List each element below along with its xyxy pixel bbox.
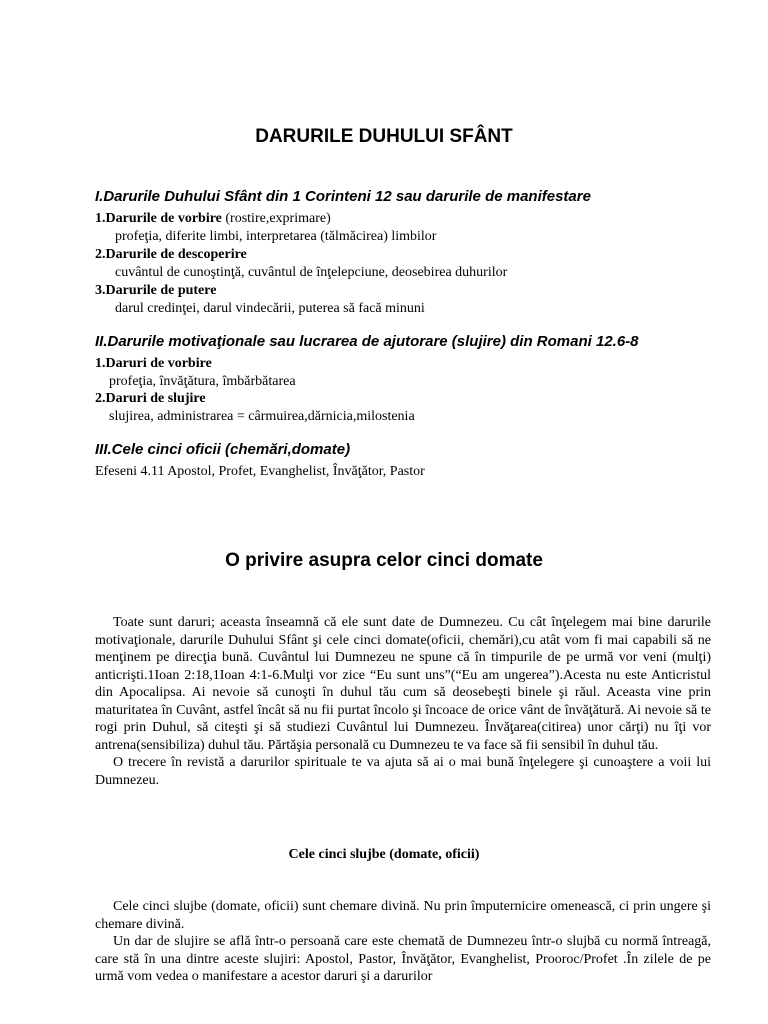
section-3-line: Efeseni 4.11 Apostol, Profet, Evanghelist, Învăţător, Pastor bbox=[95, 464, 425, 479]
section-1-heading: I.Darurile Duhului Sfânt din 1 Corinteni 12 sau darurile de manifestare bbox=[95, 188, 591, 205]
paragraph: Toate sunt daruri; aceasta înseamnă că ele sunt date de Dumnezeu. Cu cât înţelegem mai bine darurile motivaţionale, darurile Duhului Sfânt şi cele cinci domate(oficii, chemări),cu atât vom fi mai capabili să ne menţinem pe direcţia bună. Cuvântul lui Dumnezeu ne spune că în timpurile de pe urmă vor veni (mulţi) anticrişti.1Ioan 2:18,1Ioan 4:1-6.Mulţi vor zice “Eu sunt uns”(“Eu am ungerea”).Acesta nu este Anticristul din Apocalipsa. Ai nevoie să cunoşti în duhul tău cum să deosebeşti binele şi răul. Aceasta vine prin maturitatea în Cuvânt, astfel încât să nu fii purtat încolo şi încoace de orice vânt de învăţătură. Ai nevoie să te rogi prin Duhul, să citeşti şi să studiezi Cuvântul lui Dumnezeu. Învăţarea(citirea) unor cărţi) nu îţi vor antrena(sensibiliza) duhul tău. Părtăşia personală cu Dumnezeu te va face să fii sensibil în duhul tău. bbox=[95, 615, 711, 753]
section-2-item-1-detail: profeţia, învăţătura, îmbărbătarea bbox=[109, 374, 296, 389]
item-label: 2.Daruri de slujire bbox=[95, 391, 206, 406]
item-label: 2.Darurile de descoperire bbox=[95, 247, 247, 262]
body-text-1 bbox=[95, 614, 711, 789]
item-note: (rostire,exprimare) bbox=[221, 211, 331, 226]
item-label: 3.Darurile de putere bbox=[95, 283, 217, 298]
section-2-item-2-detail: slujirea, administrarea = cârmuirea,dărnicia,milostenia bbox=[109, 409, 415, 424]
body-text-2 bbox=[95, 898, 711, 986]
section-heading-slujbe: Cele cinci slujbe (domate, oficii) bbox=[288, 847, 480, 862]
section-1-item-3-detail: darul credinţei, darul vindecării, puterea să facă minuni bbox=[115, 301, 425, 316]
section-3-heading: III.Cele cinci oficii (chemări,domate) bbox=[95, 441, 351, 458]
section-1-item-2-detail: cuvântul de cunoştinţă, cuvântul de înţelepciune, deosebirea duhurilor bbox=[115, 265, 508, 280]
section-1-item-1-detail: profeţia, diferite limbi, interpretarea (tălmăcirea) limbilor bbox=[115, 229, 437, 244]
section-1-item-3 bbox=[95, 283, 216, 299]
subtitle: O privire asupra celor cinci domate bbox=[225, 550, 543, 571]
paragraph: Cele cinci slujbe (domate, oficii) sunt chemare divină. Nu prin împuternicire omenească, ci prin ungere şi chemare divină. bbox=[95, 899, 711, 932]
item-label: 1.Daruri de vorbire bbox=[95, 356, 212, 371]
section-1-item-2 bbox=[95, 247, 247, 263]
section-2-item-1 bbox=[95, 356, 212, 372]
section-2-item-2 bbox=[95, 391, 206, 407]
item-label: 1.Darurile de vorbire bbox=[95, 211, 222, 226]
page-title: DARURILE DUHULUI SFÂNT bbox=[255, 126, 513, 147]
section-1-item-1 bbox=[95, 211, 331, 227]
section-2-heading: II.Darurile motivaţionale sau lucrarea de ajutorare (slujire) din Romani 12.6-8 bbox=[95, 333, 639, 350]
paragraph: Un dar de slujire se află într-o persoană care este chemată de Dumnezeu într-o slujbă cu normă întreagă, care stă în una dintre aceste slujiri: Apostol, Pastor, Învăţător, Evanghelist, Prooroc/Profet .În zilele de pe urmă vom vedea o manifestare a acestor daruri şi a darurilor bbox=[95, 934, 711, 984]
paragraph: O trecere în revistă a darurilor spirituale te va ajuta să ai o mai bună înţelegere şi cunoaştere a voii lui Dumnezeu. bbox=[95, 755, 711, 788]
